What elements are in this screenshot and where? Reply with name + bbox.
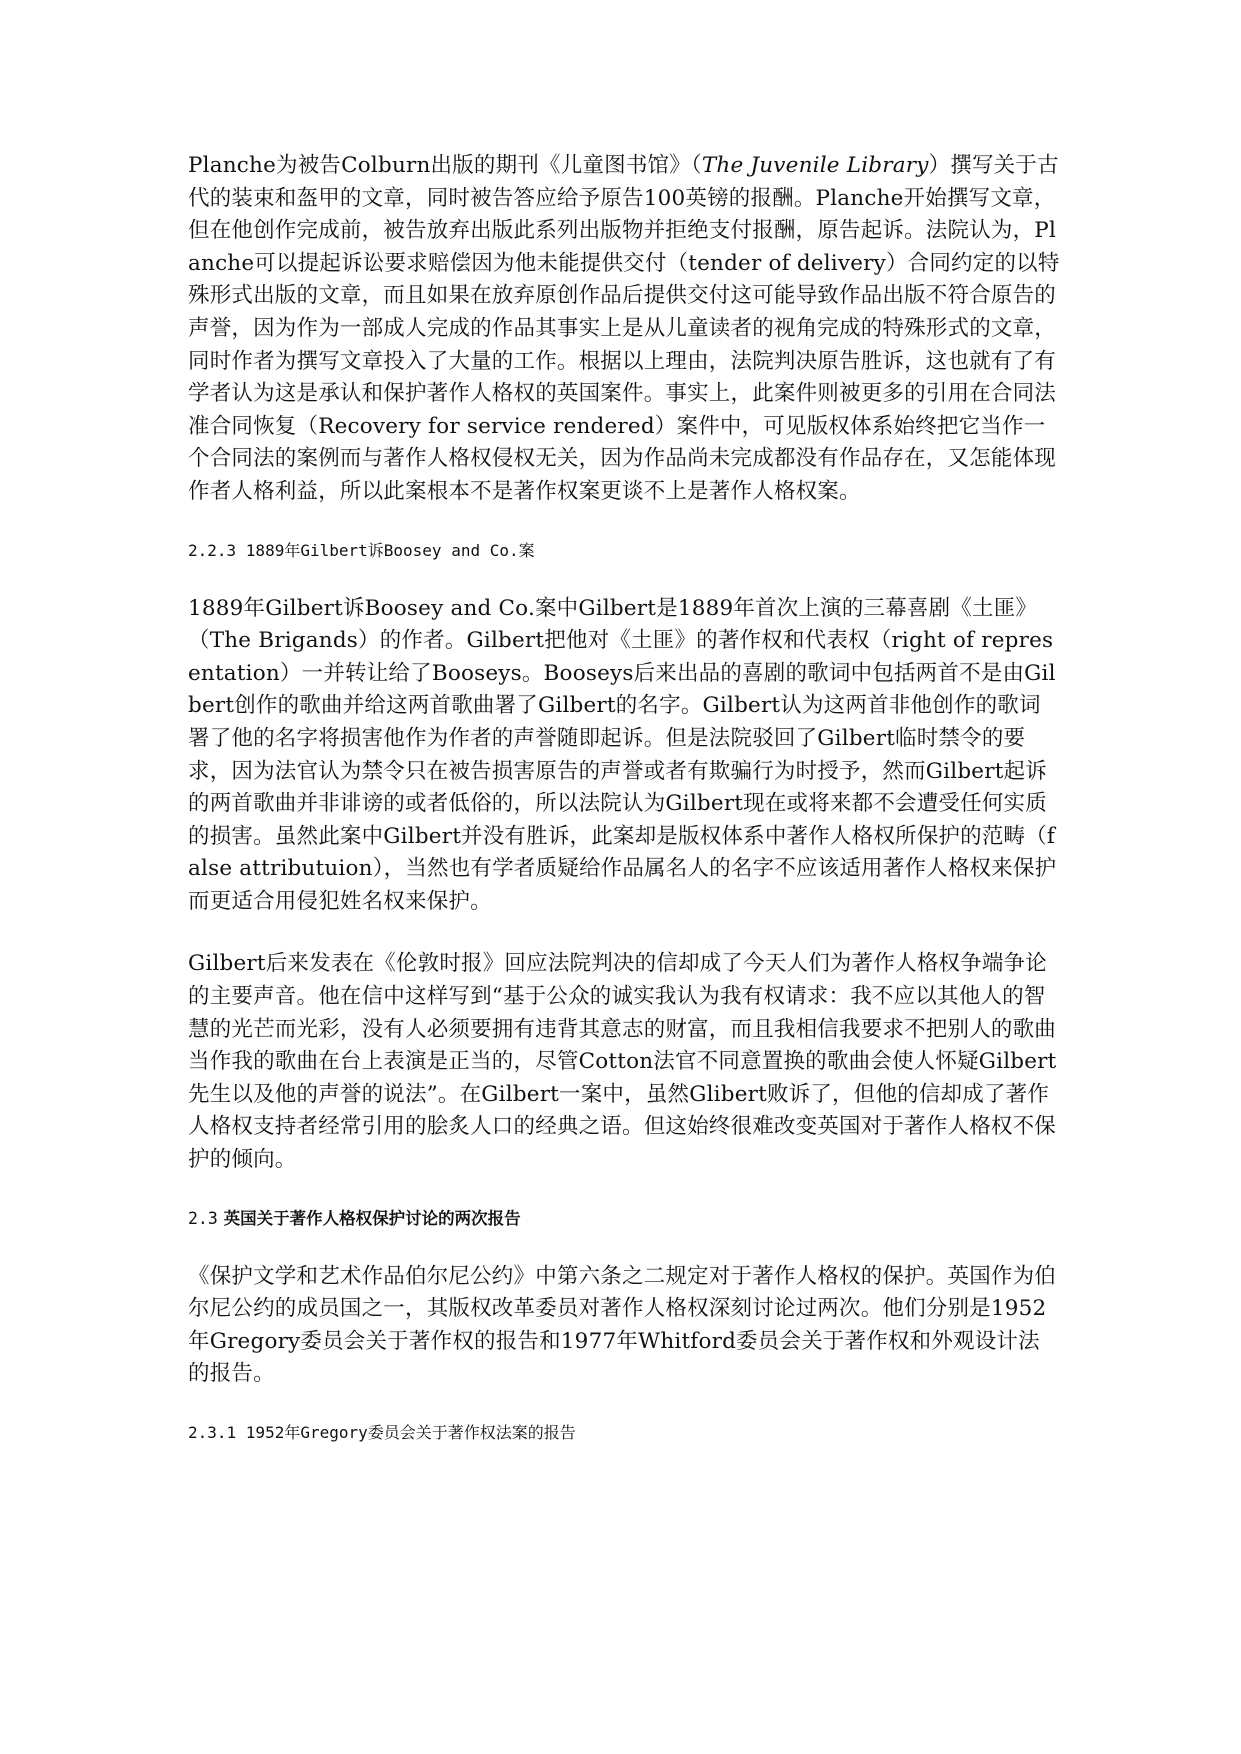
document-body [188, 150, 1060, 1475]
paragraph-berne-convention: 《保护文学和艺术作品伯尔尼公约》中第六条之二规定对于著作人格权的保护。英国作为伯尔尼公约的成员国之一，其版权改革委员对著作人格权深刻讨论过两次。他们分别是1952年Gregory委员会关于著作权的报告和1977年Whitford委员会关于著作权和外观设计法的报告。 [188, 1263, 1057, 1387]
journal-title: The Juvenile Library [701, 153, 929, 178]
section-number: 2.3 [188, 1208, 218, 1228]
paragraph-gilbert-letter: Gilbert后来发表在《伦敦时报》回应法院判决的信却成了今天人们为著作人格权争端争论的主要声音。他在信中这样写到“基于公众的诚实我认为我有权请求：我不应以其他人的智慧的光芒而光彩，没有人必须要拥有违背其意志的财富，而且我相信我要求不把别人的歌曲当作我的歌曲在台上表演是正当的，尽管Cotton法官不同意置换的歌曲会使人怀疑Gilbert先生以及他的声誉的说法”。在Gilbert一案中，虽然Glibert败诉了，但他的信却成了著作人格权支持者经常引用的脍炙人口的经典之语。但这始终很难改变英国对于著作人格权不保护的倾向。 [188, 951, 1057, 1173]
section-heading-2-2-3: 2.2.3 1889年Gilbert诉Boosey and Co.案 [188, 540, 535, 560]
section-heading-2-3-1: 2.3.1 1952年Gregory委员会关于著作权法案的报告 [188, 1423, 576, 1442]
paragraph-planche-case [188, 150, 1060, 509]
paragraph-gilbert-case: 1889年Gilbert诉Boosey and Co.案中Gilbert是1889年首次上演的三幕喜剧《土匪》（The Brigands）的作者。Gilbert把他对《土匪》的著作权和代表权（right of representation）一并转让给了Booseys。Booseys后来出品的喜剧的歌词中包括两首不是由Gilbert创作的歌曲并给这两首歌曲署了Gilbert的名字。Gilbert认为这两首非他创作的歌词署了他的名字将损害他作为作者的声誉随即起诉。但是法院驳回了Gilbert临时禁令的要求，因为法官认为禁令只在被告损害原告的声誉或者有欺骗行为时授予，然而Gilbert起诉的两首歌曲并非诽谤的或者低俗的，所以法院认为Gilbert现在或将来都不会遭受任何实质的损害。虽然此案中Gilbert并没有胜诉，此案却是版权体系中著作人格权所保护的范畴（false attributuion），当然也有学者质疑给作品属名人的名字不应该适用著作人格权来保护而更适合用侵犯姓名权来保护。 [188, 595, 1057, 914]
section-heading-2-3 [188, 1207, 1060, 1231]
section-title: 英国关于著作人格权保护讨论的两次报告 [223, 1208, 521, 1228]
paragraph-text: Planche为被告Colburn出版的期刊《儿童图书馆》（ [188, 153, 702, 178]
paragraph-text: ）撰写关于古代的装束和盔甲的文章，同时被告答应给予原告100英镑的报酬。Planche开始撰写文章，但在他创作完成前，被告放弃出版此系列出版物并拒绝支付报酬，原告起诉。法院认为，Planche可以提起诉讼要求赔偿因为他未能提供交付（tender of delivery）合同约定的以特殊形式出版的文章，而且如果在放弃原创作品后提供交付这可能导致作品出版不符合原告的声誉，因为作为一部成人完成的作品其事实上是从儿童读者的视角完成的特殊形式的文章，同时作者为撰写文章投入了大量的工作。根据以上理由，法院判决原告胜诉，这也就有了有学者认为这是承认和保护著作人格权的英国案件。事实上，此案件则被更多的引用在合同法准合同恢复（Recovery for service rendered）案件中，可见版权体系始终把它当作一个合同法的案例而与著作人格权侵权无关，因为作品尚未完成都没有作品存在，又怎能体现作者人格利益，所以此案根本不是著作权案更谈不上是著作人格权案。 [188, 153, 1060, 504]
